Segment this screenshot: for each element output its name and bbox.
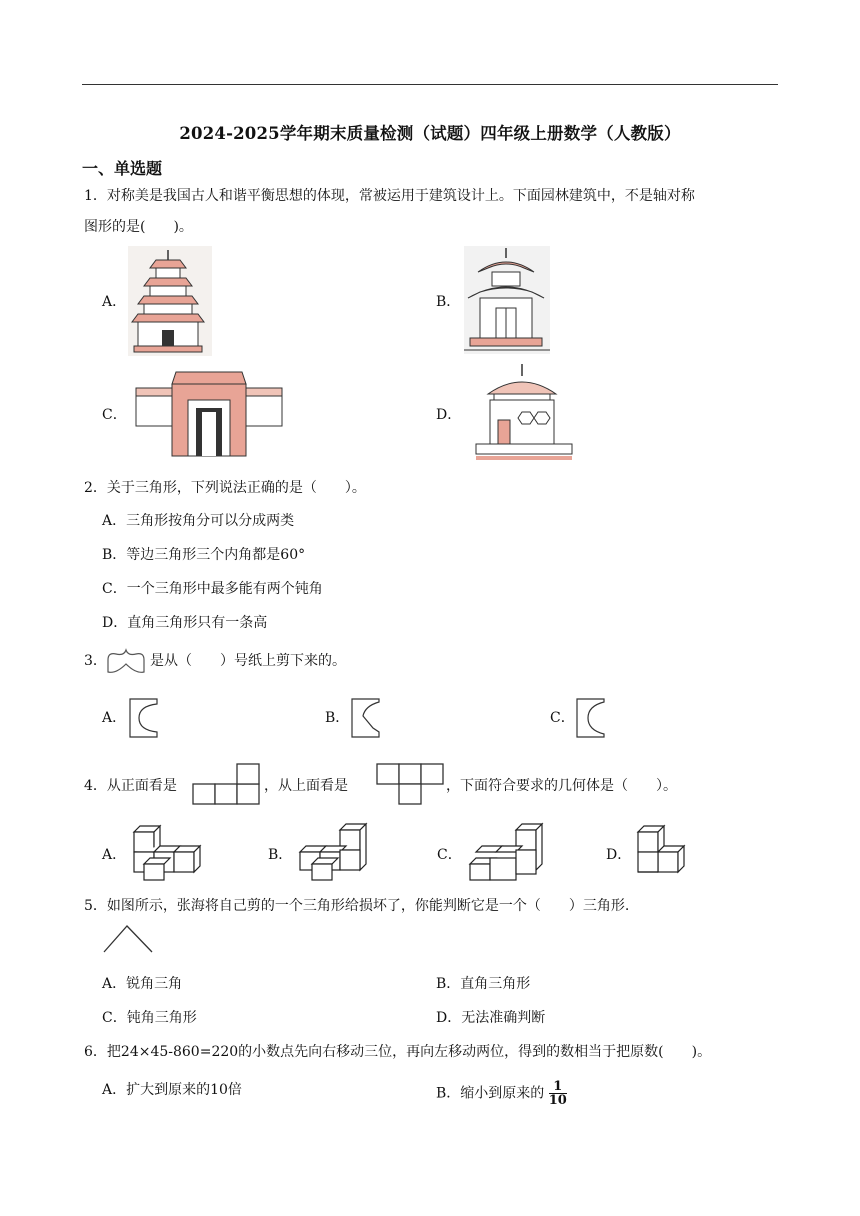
q4-option-d-label[interactable]: D． xyxy=(606,847,632,863)
q6-option-b-text: B．缩小到原来的 xyxy=(436,1085,545,1102)
spade-shape-image xyxy=(104,648,148,676)
q1-option-b-label[interactable]: B． xyxy=(436,294,461,310)
q4-part2: ，从上面看是 xyxy=(264,778,348,794)
q1-line1: 1．对称美是我国古人和谐平衡思想的体现，常被运用于建筑设计上。下面园林建筑中，不是轴对称 xyxy=(84,188,695,204)
q4-option-a-label[interactable]: A． xyxy=(102,847,127,863)
q2-option-a[interactable]: A．三角形按角分可以分成两类 xyxy=(102,513,295,529)
cube-solid-a-image xyxy=(130,822,204,882)
folded-paper-b-image xyxy=(351,698,381,738)
one-tenth-fraction: $\frac{1}{10}$ xyxy=(548,1079,567,1108)
q2-option-d[interactable]: D．直角三角形只有一条高 xyxy=(102,615,268,631)
q2-option-c[interactable]: C．一个三角形中最多能有两个钝角 xyxy=(102,581,323,597)
q6-option-b[interactable] xyxy=(436,1080,567,1107)
cube-solid-d-image xyxy=(632,822,692,882)
q1-line2: 图形的是( )。 xyxy=(84,219,193,235)
top-rule xyxy=(82,84,778,85)
pavilion-hexagon-windows-image xyxy=(472,364,576,462)
q1-option-a-label[interactable]: A． xyxy=(102,294,127,310)
pagoda-image xyxy=(128,246,212,356)
q5-option-a[interactable]: A．锐角三角 xyxy=(102,976,183,992)
q3-option-a-label[interactable]: A． xyxy=(102,710,127,726)
q2-option-b[interactable]: B．等边三角形三个内角都是60° xyxy=(102,547,306,563)
exam-title: 2024-2025学年期末质量检测（试题）四年级上册数学（人教版） xyxy=(179,124,681,143)
section-heading: 一、单选题 xyxy=(82,159,163,178)
q3-stem: 是从（ ）号纸上剪下来的。 xyxy=(150,653,346,669)
q5-option-b[interactable]: B．直角三角形 xyxy=(436,976,531,992)
pavilion-image xyxy=(464,246,550,354)
q5-option-c[interactable]: C．钝角三角形 xyxy=(102,1010,197,1026)
q4-option-b-label[interactable]: B． xyxy=(268,847,293,863)
q6-option-a[interactable]: A．扩大到原来的10倍 xyxy=(102,1082,242,1098)
q3-option-c-label[interactable]: C． xyxy=(550,710,575,726)
folded-paper-a-image xyxy=(129,698,159,738)
folded-paper-c-image xyxy=(576,698,606,738)
q6-stem: 6．把24×45-860=220的小数点先向右移动三位，再向左移动两位，得到的数相当于把原数( )。 xyxy=(84,1044,712,1060)
q2-stem: 2．关于三角形，下列说法正确的是（ ）。 xyxy=(84,480,366,496)
q1-option-d-label[interactable]: D． xyxy=(436,407,462,423)
q3-option-b-label[interactable]: B． xyxy=(325,710,350,726)
q4-option-c-label[interactable]: C． xyxy=(437,847,462,863)
cube-solid-b-image xyxy=(294,822,370,882)
front-view-image xyxy=(192,762,262,806)
q4-part1: 4．从正面看是 xyxy=(84,778,177,794)
q5-stem: 5．如图所示，张海将自己剪的一个三角形给损坏了，你能判断它是一个（ ）三角形. xyxy=(84,898,630,914)
q5-option-d[interactable]: D．无法准确判断 xyxy=(436,1010,546,1026)
q1-option-c-label[interactable]: C． xyxy=(102,407,127,423)
broken-triangle-image xyxy=(102,924,154,954)
q4-part3: ，下面符合要求的几何体是（ ）。 xyxy=(446,778,677,794)
top-view-image xyxy=(376,762,444,806)
cube-solid-c-image xyxy=(466,822,546,882)
gate-wall-image xyxy=(136,366,282,458)
q3-number: 3． xyxy=(84,653,107,669)
